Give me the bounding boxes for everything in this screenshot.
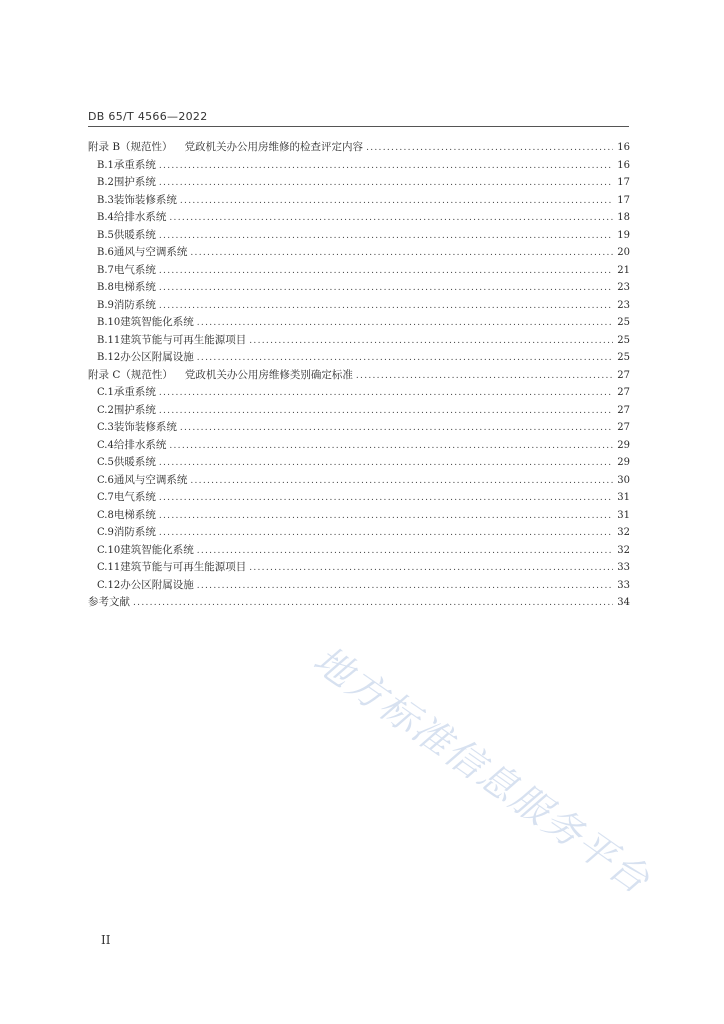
toc-page-number: 29: [617, 439, 630, 451]
toc-leader-dots: [159, 280, 613, 298]
toc-entry[interactable]: [88, 349, 630, 367]
toc-entry-title: 给排水系统: [113, 438, 167, 451]
toc-entry-number: C.12: [97, 579, 121, 591]
toc-leader-dots: [197, 350, 613, 368]
toc-entry-number: B.4: [97, 212, 114, 223]
toc-entry-title: 党政机关办公用房维修类别确定标准: [184, 368, 353, 381]
toc-leader-dots: [197, 578, 613, 596]
toc-leader-dots: [169, 210, 613, 228]
toc-entry-number: C.3: [97, 422, 114, 433]
toc-entry-number: B.3: [97, 194, 114, 206]
toc-entry-number: B.6: [97, 247, 114, 258]
toc-page-number: 27: [617, 369, 630, 381]
toc-entry-title: 消防系统: [113, 298, 156, 311]
toc-page-number: 27: [617, 387, 630, 398]
toc-entry-title: 通风与空调系统: [113, 246, 188, 258]
toc-entry-title: 参考文献: [88, 596, 130, 608]
toc-page-number: 25: [617, 317, 630, 328]
toc-entry[interactable]: [88, 157, 630, 175]
toc-entry-title: 电梯系统: [113, 281, 156, 293]
toc-entry-number: B.9: [97, 299, 114, 311]
toc-page-number: 17: [617, 194, 630, 206]
toc-entry-title: 电气系统: [113, 491, 156, 503]
toc-entry-number: C.9: [97, 527, 114, 538]
toc-leader-dots: [197, 543, 613, 561]
toc-entry-number: B.10: [97, 317, 121, 328]
toc-leader-dots: [133, 595, 613, 613]
toc-entry[interactable]: [88, 594, 630, 612]
toc-entry-title: 供暖系统: [113, 456, 156, 468]
toc-entry[interactable]: [88, 419, 630, 437]
toc-page-number: 27: [617, 404, 630, 416]
toc-leader-dots: [190, 473, 613, 491]
toc-entry-title: 承重系统: [113, 158, 156, 171]
toc-entry[interactable]: [88, 454, 630, 472]
toc-leader-dots: [159, 525, 613, 543]
toc-entry-title: 消防系统: [113, 526, 156, 538]
toc-entry[interactable]: [88, 472, 630, 490]
toc-page-number: 19: [617, 229, 630, 241]
table-of-contents: [88, 139, 630, 612]
toc-entry-title: 电梯系统: [113, 508, 156, 521]
toc-entry-number: B.1: [97, 159, 114, 171]
toc-entry[interactable]: [88, 437, 630, 455]
toc-entry-title: 党政机关办公用房维修的检查评定内容: [184, 141, 364, 153]
toc-entry[interactable]: [88, 279, 630, 297]
toc-entry-title: 建筑节能与可再生能源项目: [120, 561, 247, 573]
toc-leader-dots: [366, 140, 613, 158]
toc-entry-number: B.12: [97, 352, 121, 363]
toc-entry[interactable]: [88, 262, 630, 280]
toc-entry[interactable]: [88, 577, 630, 595]
page-number: II: [101, 933, 111, 947]
toc-entry-title: 建筑节能与可再生能源项目: [120, 333, 247, 346]
toc-leader-dots: [356, 368, 613, 386]
toc-entry-title: 通风与空调系统: [113, 473, 188, 486]
toc-appendix-label: 附录 B（规范性）: [88, 141, 173, 153]
toc-entry-title: 围护系统: [113, 176, 156, 188]
toc-page-number: 16: [617, 142, 630, 153]
toc-entry[interactable]: [88, 209, 630, 227]
toc-page-number: 17: [617, 177, 630, 188]
toc-entry[interactable]: [88, 227, 630, 245]
toc-entry-title: 装饰装修系统: [113, 193, 177, 206]
toc-entry-number: B.8: [97, 282, 114, 293]
toc-leader-dots: [180, 420, 613, 438]
toc-entry-number: C.6: [97, 474, 114, 486]
toc-entry-number: C.2: [97, 404, 114, 416]
toc-entry[interactable]: [88, 192, 630, 210]
toc-page-number: 34: [617, 597, 630, 608]
toc-entry-title: 建筑智能化系统: [120, 316, 194, 328]
toc-leader-dots: [159, 158, 613, 176]
toc-page-number: 33: [617, 562, 630, 573]
toc-entry-number: C.8: [97, 509, 114, 521]
toc-entry-number: C.10: [97, 544, 121, 556]
toc-leader-dots: [169, 438, 613, 456]
toc-entry[interactable]: [88, 174, 630, 192]
toc-leader-dots: [249, 333, 613, 351]
toc-entry[interactable]: [88, 314, 630, 332]
toc-entry-title: 承重系统: [113, 386, 156, 398]
toc-entry[interactable]: [88, 402, 630, 420]
toc-page-number: 23: [617, 282, 630, 293]
toc-entry[interactable]: [88, 542, 630, 560]
toc-entry-number: B.2: [97, 177, 114, 188]
toc-entry-title: 供暖系统: [113, 228, 156, 241]
toc-leader-dots: [249, 560, 613, 578]
toc-leader-dots: [197, 315, 613, 333]
toc-entry[interactable]: [88, 524, 630, 542]
toc-entry-number: C.11: [97, 562, 121, 573]
toc-entry-number: C.4: [97, 439, 114, 451]
toc-entry[interactable]: [88, 559, 630, 577]
toc-page-number: 33: [617, 579, 630, 591]
toc-entry-title: 办公区附属设施: [120, 578, 194, 591]
toc-page-number: 29: [617, 457, 630, 468]
toc-page-number: 31: [617, 492, 630, 503]
toc-leader-dots: [159, 298, 613, 316]
toc-entry-title: 电气系统: [113, 263, 156, 276]
toc-leader-dots: [159, 175, 613, 193]
toc-page-number: 25: [617, 334, 630, 346]
toc-entry[interactable]: [88, 384, 630, 402]
toc-page-number: 25: [617, 352, 630, 363]
toc-leader-dots: [159, 228, 613, 246]
toc-entry[interactable]: [88, 507, 630, 525]
toc-entry[interactable]: [88, 332, 630, 350]
toc-page-number: 27: [617, 422, 630, 433]
toc-entry-number: B.7: [97, 264, 114, 276]
toc-entry-title: 办公区附属设施: [120, 351, 194, 363]
header-rule: [88, 126, 629, 127]
toc-entry-title: 装饰装修系统: [113, 421, 177, 433]
toc-entry-title: 围护系统: [113, 403, 156, 416]
toc-leader-dots: [159, 508, 613, 526]
toc-leader-dots: [180, 193, 613, 211]
toc-entry-number: C.5: [97, 457, 114, 468]
document-id: DB 65/T 4566—2022: [88, 110, 208, 123]
toc-page-number: 21: [617, 264, 630, 276]
toc-entry[interactable]: [88, 489, 630, 507]
toc-entry-number: C.1: [97, 387, 114, 398]
toc-entry[interactable]: [88, 297, 630, 315]
toc-entry-number: C.7: [97, 492, 114, 503]
toc-page-number: 20: [617, 247, 630, 258]
toc-leader-dots: [159, 490, 613, 508]
toc-leader-dots: [159, 455, 613, 473]
toc-entry-number: B.11: [97, 334, 121, 346]
toc-page-number: 31: [617, 509, 630, 521]
toc-entry-title: 建筑智能化系统: [120, 543, 194, 556]
toc-entry[interactable]: [88, 244, 630, 262]
toc-leader-dots: [159, 263, 613, 281]
toc-page-number: 32: [617, 527, 630, 538]
toc-leader-dots: [159, 385, 613, 403]
toc-entry-number: B.5: [97, 229, 114, 241]
watermark: 地方标准信息服务平台: [305, 637, 659, 903]
toc-entry[interactable]: [88, 139, 630, 157]
toc-leader-dots: [159, 403, 613, 421]
toc-entry-title: 给排水系统: [113, 211, 167, 223]
toc-page-number: 16: [617, 159, 630, 171]
toc-page-number: 32: [617, 544, 630, 556]
toc-appendix-label: 附录 C（规范性）: [88, 368, 173, 381]
toc-leader-dots: [190, 245, 613, 263]
toc-entry[interactable]: [88, 367, 630, 385]
toc-page-number: 18: [617, 212, 630, 223]
toc-page-number: 30: [617, 474, 630, 486]
toc-page-number: 23: [617, 299, 630, 311]
